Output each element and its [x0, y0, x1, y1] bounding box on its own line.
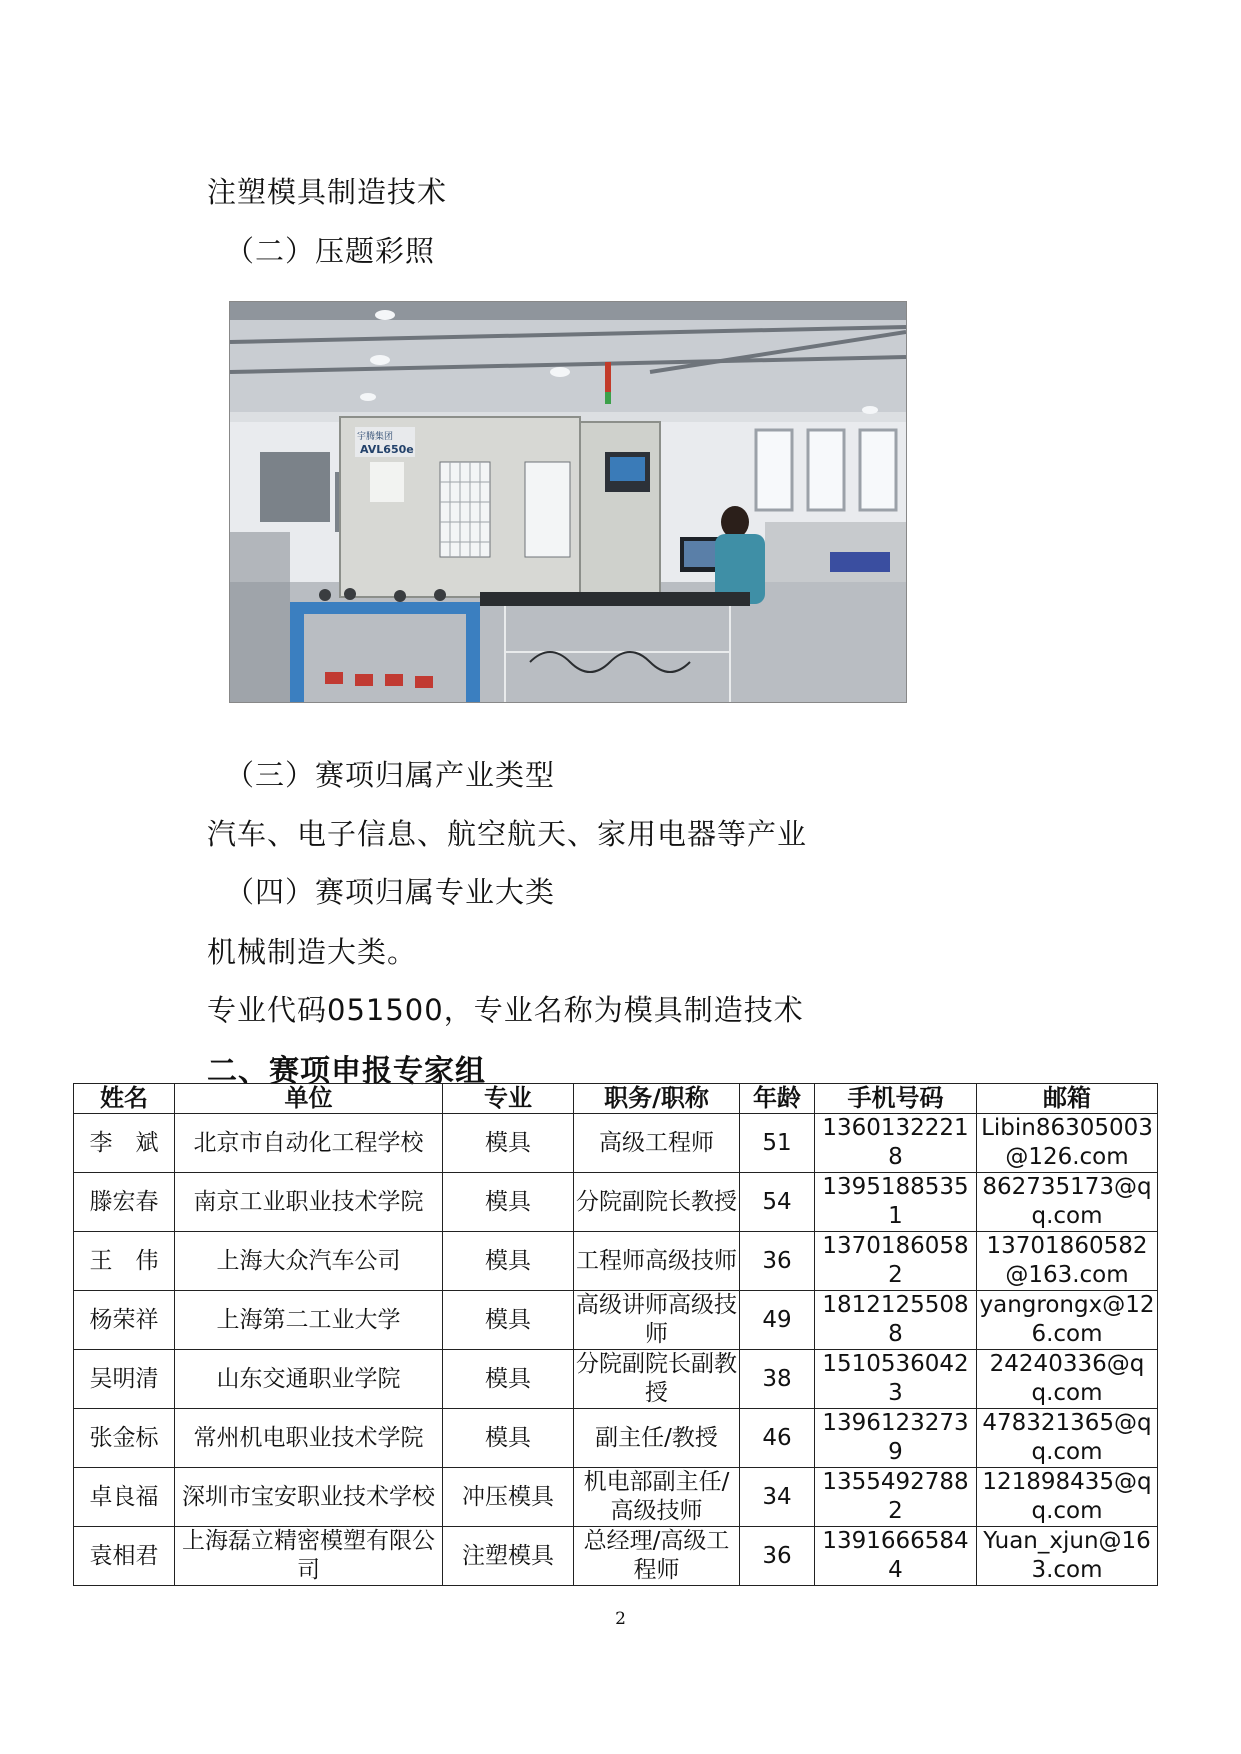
cell-title: 高级讲师高级技师 — [574, 1291, 740, 1350]
cell-title: 高级工程师 — [574, 1114, 740, 1173]
cell-name: 袁相君 — [74, 1527, 175, 1586]
cell-email: 24240336@qq.com — [977, 1350, 1158, 1409]
cell-title: 机电部副主任/高级技师 — [574, 1468, 740, 1527]
header-phone: 手机号码 — [815, 1084, 977, 1114]
section3-text: 汽车、电子信息、航空航天、家用电器等产业 — [207, 817, 808, 851]
machine-brand-label: 宇腾集团 — [357, 432, 394, 442]
table-row — [74, 1232, 1158, 1291]
cell-title: 分院副院长教授 — [574, 1173, 740, 1232]
cell-email: 862735173@qq.com — [977, 1173, 1158, 1232]
table-row — [74, 1350, 1158, 1409]
major-code-text: 专业代码051500，专业名称为模具制造技术 — [207, 993, 804, 1027]
cell-name: 滕宏春 — [74, 1173, 175, 1232]
cell-major: 注塑模具 — [443, 1527, 574, 1586]
cell-email: Yuan_xjun@163.com — [977, 1527, 1158, 1586]
cell-email: Libin86305003@126.com — [977, 1114, 1158, 1173]
table-header-row — [74, 1084, 1158, 1114]
cell-name: 李 斌 — [74, 1114, 175, 1173]
experts-table — [73, 1083, 1158, 1586]
cell-unit: 常州机电职业技术学院 — [175, 1409, 443, 1468]
header-major: 专业 — [443, 1084, 574, 1114]
cell-major: 模具 — [443, 1350, 574, 1409]
cell-phone: 13554927882 — [815, 1468, 977, 1527]
header-unit: 单位 — [175, 1084, 443, 1114]
top-line: 注塑模具制造技术 — [207, 175, 448, 209]
cell-name: 卓良福 — [74, 1468, 175, 1527]
workshop-photo — [229, 301, 907, 703]
cell-unit: 上海磊立精密模塑有限公司 — [175, 1527, 443, 1586]
cell-major: 模具 — [443, 1409, 574, 1468]
section2-title: （二）压题彩照 — [225, 234, 436, 268]
windows-right — [756, 430, 896, 510]
cell-phone: 15105360423 — [815, 1350, 977, 1409]
cell-major: 模具 — [443, 1173, 574, 1232]
cell-phone: 13601322218 — [815, 1114, 977, 1173]
cell-phone: 13916665844 — [815, 1527, 977, 1586]
header-email: 邮箱 — [977, 1084, 1158, 1114]
table-row — [74, 1291, 1158, 1350]
cell-major: 冲压模具 — [443, 1468, 574, 1527]
experts-heading: 二、赛项申报专家组 — [207, 1054, 486, 1089]
cell-age: 36 — [740, 1232, 815, 1291]
table-row — [74, 1409, 1158, 1468]
cell-age: 38 — [740, 1350, 815, 1409]
cell-name: 张金标 — [74, 1409, 175, 1468]
cell-age: 34 — [740, 1468, 815, 1527]
cell-unit: 深圳市宝安职业技术学校 — [175, 1468, 443, 1527]
cell-email: yangrongx@126.com — [977, 1291, 1158, 1350]
table-row — [74, 1173, 1158, 1232]
cell-age: 54 — [740, 1173, 815, 1232]
page-number: 2 — [615, 1609, 626, 1629]
cell-phone: 13951885351 — [815, 1173, 977, 1232]
cell-phone: 13701860582 — [815, 1232, 977, 1291]
cell-title: 总经理/高级工程师 — [574, 1527, 740, 1586]
cell-unit: 上海大众汽车公司 — [175, 1232, 443, 1291]
header-name: 姓名 — [74, 1084, 175, 1114]
section4-text: 机械制造大类。 — [207, 935, 418, 969]
cell-major: 模具 — [443, 1114, 574, 1173]
cell-title: 副主任/教授 — [574, 1409, 740, 1468]
table-row — [74, 1527, 1158, 1586]
cell-age: 46 — [740, 1409, 815, 1468]
cell-title: 分院副院长副教授 — [574, 1350, 740, 1409]
cell-age: 51 — [740, 1114, 815, 1173]
cell-title: 工程师高级技师 — [574, 1232, 740, 1291]
table-row — [74, 1468, 1158, 1527]
cell-name: 吴明清 — [74, 1350, 175, 1409]
cell-age: 36 — [740, 1527, 815, 1586]
cell-name: 杨荣祥 — [74, 1291, 175, 1350]
cell-email: 13701860582@163.com — [977, 1232, 1158, 1291]
cell-unit: 上海第二工业大学 — [175, 1291, 443, 1350]
cell-major: 模具 — [443, 1291, 574, 1350]
cell-major: 模具 — [443, 1232, 574, 1291]
section4-title: （四）赛项归属专业大类 — [225, 875, 556, 909]
cell-phone: 18121255088 — [815, 1291, 977, 1350]
machine-model-label: AVL650e — [360, 443, 414, 456]
cell-age: 49 — [740, 1291, 815, 1350]
cell-phone: 13961232739 — [815, 1409, 977, 1468]
header-age: 年龄 — [740, 1084, 815, 1114]
cell-email: 121898435@qq.com — [977, 1468, 1158, 1527]
table-row — [74, 1114, 1158, 1173]
section3-title: （三）赛项归属产业类型 — [225, 758, 556, 792]
cell-name: 王 伟 — [74, 1232, 175, 1291]
cell-email: 478321365@qq.com — [977, 1409, 1158, 1468]
cell-unit: 北京市自动化工程学校 — [175, 1114, 443, 1173]
header-title: 职务/职称 — [574, 1084, 740, 1114]
cell-unit: 山东交通职业学院 — [175, 1350, 443, 1409]
cell-unit: 南京工业职业技术学院 — [175, 1173, 443, 1232]
